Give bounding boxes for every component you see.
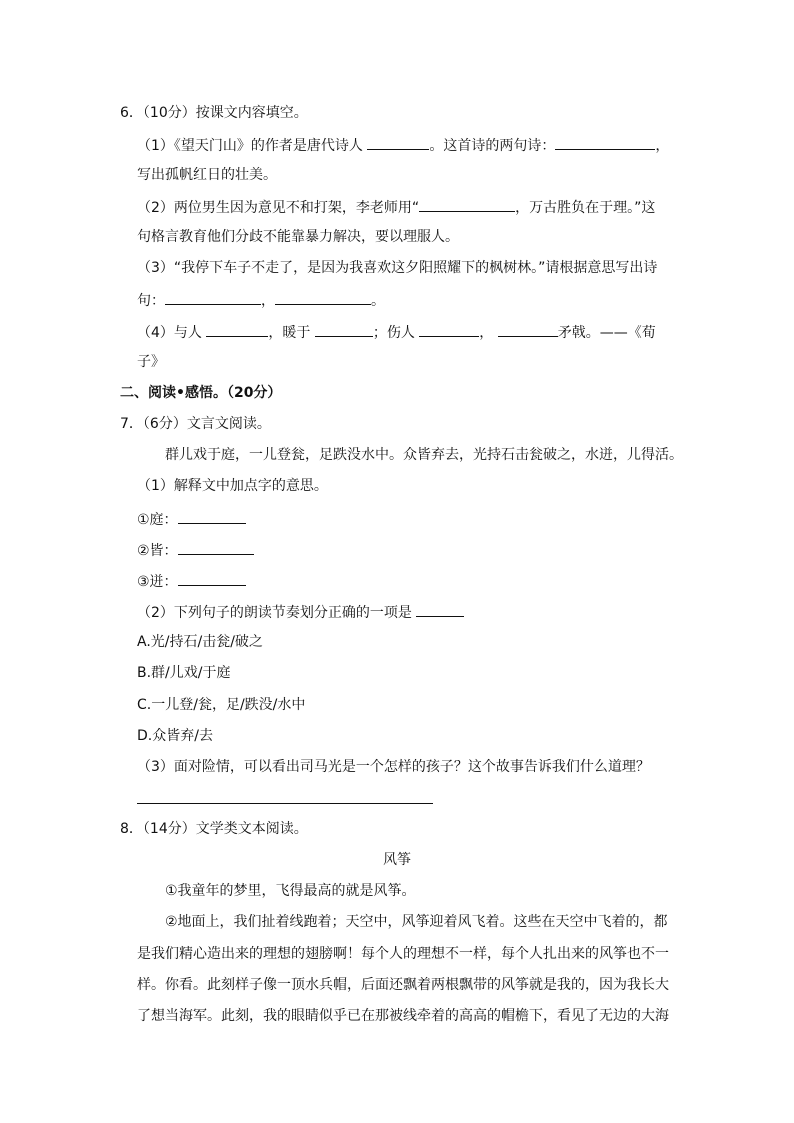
q6-part3-line2 <box>137 290 385 310</box>
q7-sub1: （1）解释文中加点字的意思。 <box>137 478 328 494</box>
q6-part3-text-a: 句： <box>137 293 165 309</box>
q6-blank-4d[interactable] <box>498 322 558 337</box>
q7-sub3: （3）面对险情，可以看出司马光是一个怎样的孩子？这个故事告诉我们什么道理？ <box>137 759 650 775</box>
q7-answer-line[interactable] <box>137 803 433 804</box>
q6-part4-line1 <box>137 322 656 342</box>
q7-blank-jie[interactable] <box>178 540 254 555</box>
q7-sub2 <box>137 602 464 622</box>
q6-blank-poet[interactable] <box>367 135 429 150</box>
q8-para2-line3: 样。你看。此刻样子像一顶水兵帽，后面还飘着两根飘带的风筝就是我的，因为我长大 <box>137 977 669 993</box>
q7-item2-label: ②皆： <box>137 543 178 559</box>
q6-blank-4b[interactable] <box>315 322 373 337</box>
q6-part3-text-b: ， <box>261 293 275 309</box>
q7-item1-label: ①庭： <box>137 512 178 528</box>
q6-part4-text-d: ， <box>479 325 494 341</box>
q7-blank-beng[interactable] <box>178 571 246 586</box>
q6-part1-text-b: 。这首诗的两句诗： <box>429 138 556 154</box>
section-2-title: 二、阅读•感悟。（20分） <box>120 385 282 401</box>
q6-header: 6．（10分）按课文内容填空。 <box>120 105 308 121</box>
q6-blank-motto[interactable] <box>419 197 515 212</box>
q7-option-a[interactable]: A.光/持石/击瓮/破之 <box>137 634 263 650</box>
q6-part4-text-c: ；伤人 <box>372 325 415 341</box>
q6-part1-text-a: （1）《望天门山》的作者是唐代诗人 <box>137 138 363 154</box>
q6-part4-text-e: 矛戟。——《荀 <box>557 325 656 341</box>
q6-part3-line1: （3）“我停下车子不走了，是因为我喜欢这夕阳照耀下的枫树林。”请根据意思写出诗 <box>137 260 658 276</box>
q7-item3-label: ③迸： <box>137 574 178 590</box>
q6-blank-4a[interactable] <box>206 322 268 337</box>
q6-part2-text-a: （2）两位男生因为意见不和打架，李老师用“ <box>137 200 420 216</box>
q6-part1-text-c: ， <box>655 138 670 154</box>
q7-option-d[interactable]: D.众皆弃/去 <box>137 728 213 744</box>
q6-blank-verse-1[interactable] <box>165 290 261 305</box>
q6-part2-text-b: ，万古胜负在于理。”这 <box>515 200 656 216</box>
q7-option-b[interactable]: B.群/儿戏/于庭 <box>137 665 231 681</box>
q7-sub2-text: （2）下列句子的朗读节奏划分正确的一项是 <box>137 605 412 621</box>
q6-part4-text-a: （4）与人 <box>137 325 202 341</box>
q8-title: 风筝 <box>383 852 411 868</box>
q7-item1 <box>137 509 246 529</box>
q6-blank-poem-line[interactable] <box>555 135 655 150</box>
q8-para2-line1: ②地面上，我们扯着线跑着；天空中，风筝迎着风飞着。这些在天空中飞着的，都 <box>165 914 668 930</box>
q6-part4-line2: 子》 <box>137 354 165 370</box>
q7-item2 <box>137 540 254 560</box>
q6-part1-line2: 写出孤帆红日的壮美。 <box>137 167 277 183</box>
q7-option-c[interactable]: C.一儿登/瓮，足/跌没/水中 <box>137 697 306 713</box>
q8-para2-line2: 是我们精心造出来的理想的翅膀啊！每个人的理想不一样，每个人扎出来的风筝也不一 <box>137 946 669 962</box>
q6-part3-text-c: 。 <box>371 293 385 309</box>
q6-part1-line1 <box>137 135 669 155</box>
q6-blank-4c[interactable] <box>419 322 479 337</box>
q7-blank-ting[interactable] <box>178 509 246 524</box>
q8-header: 8．（14分）文学类文本阅读。 <box>120 821 308 837</box>
q7-header: 7．（6分）文言文阅读。 <box>120 416 271 432</box>
q6-part4-text-b: ，暖于 <box>268 325 311 341</box>
q6-blank-verse-2[interactable] <box>275 290 371 305</box>
q7-passage: 群儿戏于庭，一儿登瓮，足跌没水中。众皆弃去，光持石击瓮破之，水迸，儿得活。 <box>165 447 683 463</box>
q6-part2-line1 <box>137 197 655 217</box>
q6-part2-line2: 句格言教育他们分歧不能靠暴力解决，要以理服人。 <box>137 229 459 245</box>
q8-para2-line4: 了想当海军。此刻，我的眼睛似乎已在那被线牵着的高高的帽檐下，看见了无边的大海 <box>137 1008 669 1024</box>
q7-blank-choice[interactable] <box>416 602 464 617</box>
q8-para1: ①我童年的梦里，飞得最高的就是风筝。 <box>165 883 416 899</box>
q7-item3 <box>137 571 246 591</box>
